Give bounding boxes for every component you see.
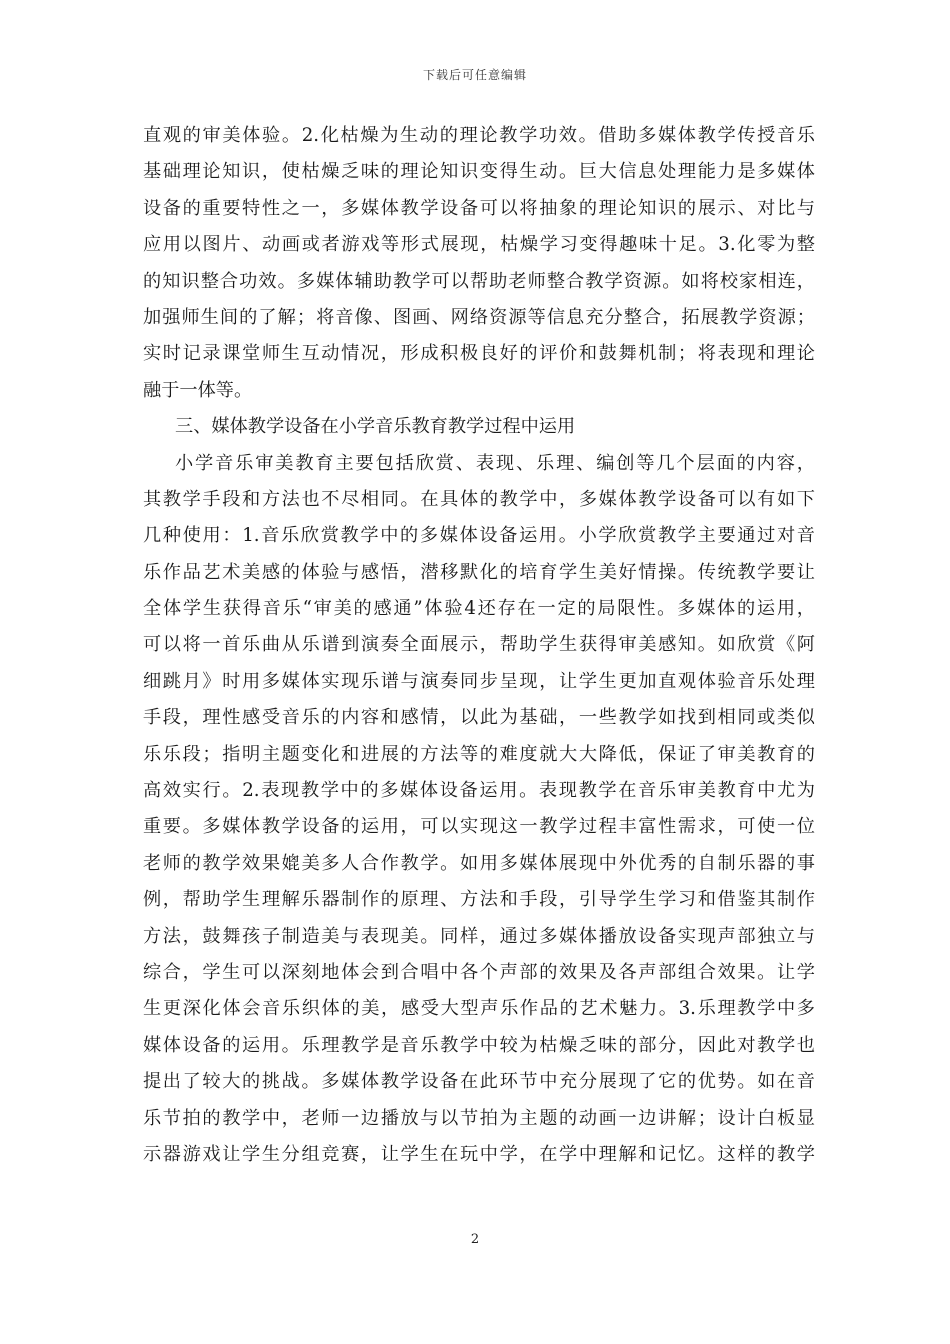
text-line: 综合，学生可以深刻地体会到合唱中各个声部的效果及各声部组合效果。让学 bbox=[143, 961, 815, 983]
text-line: 方法，鼓舞孩子制造美与表现美。同样，通过多媒体播放设备实现声部独立与 bbox=[143, 925, 815, 947]
text-line: 乐乐段；指明主题变化和进展的方法等的难度就大大降低，保证了审美教育的 bbox=[143, 743, 815, 765]
text-line: 生更深化体会音乐织体的美，感受大型声乐作品的艺术魅力。3.乐理教学中多 bbox=[143, 998, 815, 1020]
text-line: 重要。多媒体教学设备的运用，可以实现这一教学过程丰富性需求，可使一位 bbox=[143, 816, 815, 838]
text-line: 乐作品艺术美感的体验与感悟，潜移默化的培育学生美好情操。传统教学要让 bbox=[143, 561, 815, 583]
text-line: 手段，理性感受音乐的内容和感情，以此为基础，一些教学如找到相同或类似 bbox=[143, 707, 815, 729]
text-line: 实时记录课堂师生互动情况，形成积极良好的评价和鼓舞机制；将表现和理论 bbox=[143, 343, 815, 365]
text-line: 提出了较大的挑战。多媒体教学设备在此环节中充分展现了它的优势。如在音 bbox=[143, 1071, 815, 1093]
text-line: 高效实行。2.表现教学中的多媒体设备运用。表现教学在音乐审美教育中尤为 bbox=[143, 780, 815, 802]
text-line: 几种使用：1.音乐欣赏教学中的多媒体设备运用。小学欣赏教学主要通过对音 bbox=[143, 525, 815, 547]
page-number: 2 bbox=[470, 1232, 480, 1247]
text-line: 融于一体等。 bbox=[143, 379, 253, 401]
text-line: 其教学手段和方法也不尽相同。在具体的教学中，多媒体教学设备可以有如下 bbox=[143, 488, 815, 510]
text-line: 全体学生获得音乐“审美的感通”体验4还存在一定的局限性。多媒体的运用， bbox=[143, 598, 815, 620]
text-line: 设备的重要特性之一，多媒体教学设备可以将抽象的理论知识的展示、对比与 bbox=[143, 197, 815, 219]
text-line: 加强师生间的了解；将音像、图画、网络资源等信息充分整合，拓展教学资源； bbox=[143, 306, 815, 328]
text-line: 可以将一首乐曲从乐谱到演奏全面展示，帮助学生获得审美感知。如欣赏《阿 bbox=[143, 634, 815, 656]
paragraph-first-line: 小学音乐审美教育主要包括欣赏、表现、乐理、编创等几个层面的内容， bbox=[175, 452, 815, 474]
text-line: 示器游戏让学生分组竞赛，让学生在玩中学，在学中理解和记忆。这样的教学 bbox=[143, 1143, 815, 1165]
text-line: 细跳月》时用多媒体实现乐谱与演奏同步呈现，让学生更加直观体验音乐处理 bbox=[143, 670, 815, 692]
text-line: 老师的教学效果媲美多人合作教学。如用多媒体展现中外优秀的自制乐器的事 bbox=[143, 852, 815, 874]
page-header: 下载后可任意编辑 bbox=[422, 68, 527, 82]
text-line: 例，帮助学生理解乐器制作的原理、方法和手段，引导学生学习和借鉴其制作 bbox=[143, 889, 815, 911]
text-line: 乐节拍的教学中，老师一边播放与以节拍为主题的动画一边讲解；设计白板显 bbox=[143, 1107, 815, 1129]
section-heading: 三、媒体教学设备在小学音乐教育教学过程中运用 bbox=[175, 416, 576, 438]
text-line: 应用以图片、动画或者游戏等形式展现，枯燥学习变得趣味十足。3.化零为整 bbox=[143, 234, 815, 256]
text-line: 媒体设备的运用。乐理教学是音乐教学中较为枯燥乏味的部分，因此对教学也 bbox=[143, 1034, 815, 1056]
text-line: 的知识整合功效。多媒体辅助教学可以帮助老师整合教学资源。如将校家相连， bbox=[143, 270, 815, 292]
text-line: 直观的审美体验。2.化枯燥为生动的理论教学功效。借助多媒体教学传授音乐 bbox=[143, 125, 815, 146]
text-line: 基础理论知识，使枯燥乏味的理论知识变得生动。巨大信息处理能力是多媒体 bbox=[143, 161, 815, 183]
document-body bbox=[143, 118, 815, 1173]
